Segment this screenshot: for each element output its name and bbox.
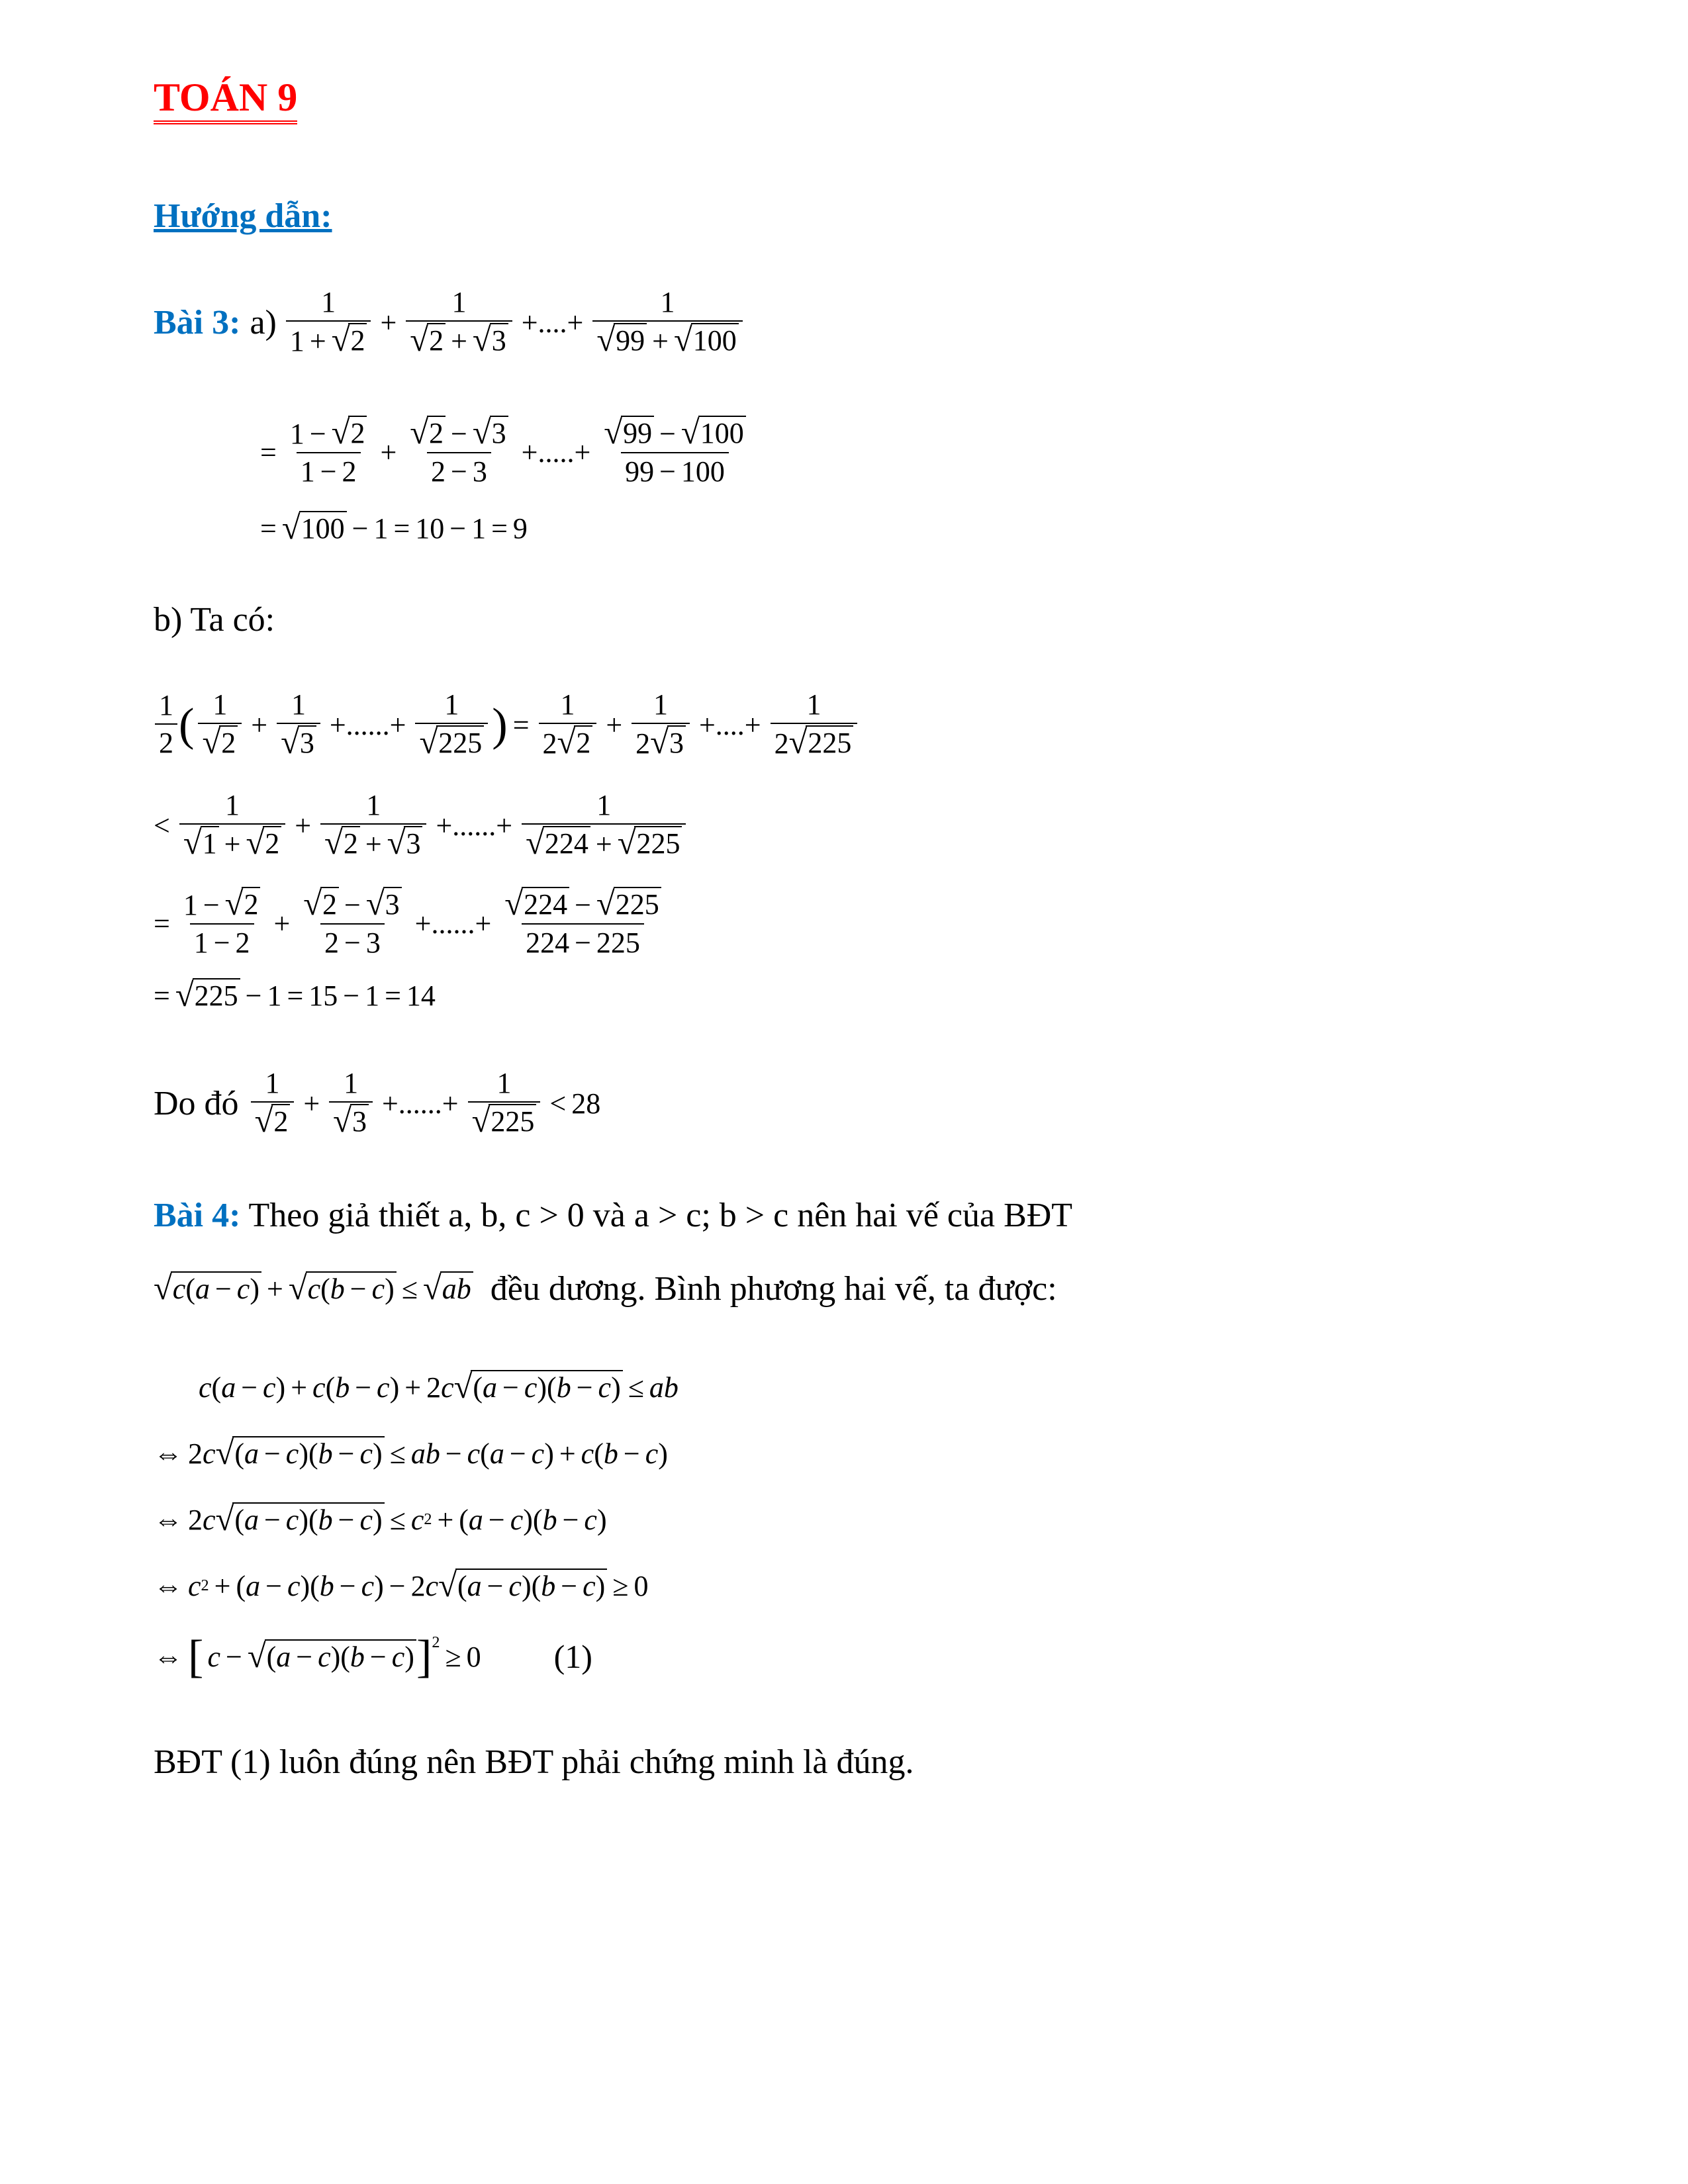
bai4-conclusion: BĐT (1) luôn đúng nên BĐT phải chứng minh là đúng. [154, 1743, 914, 1781]
fraction: 1 1 + √ 2 [286, 286, 371, 359]
bai3b-intro: b) Ta có: [154, 601, 275, 639]
bai4-label: Bài 4: [154, 1197, 241, 1234]
bai4-step2: ⇔ 2 c √ (a − c)(b − c) ≤ ab − c ( a − c ) + c ( b − c ) [154, 1434, 668, 1471]
fraction: √ 99 − √ 100 99 − 100 [600, 416, 749, 489]
fraction: 1 √ 1 + √ 2 [179, 789, 285, 862]
fraction: 1 √ 2 + √ 3 [406, 286, 512, 359]
bai4-step3: ⇔ 2 c √ (a − c)(b − c) ≤ c 2 + ( a − c )( b − c ) [154, 1500, 607, 1537]
bai4-line2: √ c(a − c) + √ c(b − c) ≤ √ ab đều dương. Bình phương hai vế, ta được: [154, 1269, 1057, 1308]
fraction: 1 √ 225 [415, 688, 488, 761]
fraction: 1 √ 225 [468, 1067, 541, 1140]
bai4-line1 [154, 1195, 1072, 1236]
bai3a-line1: Bài 3: a) 1 1 + √ 2 + 1 √ 2 + √ 3 +....+ 1 √ 99 + √ 100 [154, 286, 747, 359]
fraction: $\frac{1}{2}$ [155, 689, 177, 760]
equation-tag: (1) [553, 1638, 592, 1676]
bai3b-line2: < 1 √ 1 + √ 2 + 1 √ 2 + √ 3 +......+ 1 √ 224 + √ 225 [154, 789, 690, 862]
fraction: 1 2 √ 225 [771, 688, 858, 761]
bai3a-line3: = √ 100 − 1 = 10 − 1 = 9 [260, 509, 528, 546]
fraction: √ 224 − √ 225 224 − 225 [500, 887, 665, 960]
bai3b-line4: = √ 225 − 1 = 15 − 1 = 14 [154, 976, 436, 1013]
bai3-conclusion: Do đó 1 √ 2 + 1 √ 3 +......+ 1 √ 225 < 28 [154, 1067, 601, 1139]
fraction: 1 √ 2 [251, 1067, 295, 1140]
fraction: 1 √ 2 [198, 688, 242, 761]
guide-heading: Hướng dẫn: [154, 197, 332, 235]
fraction: 1 √ 224 + √ 225 [522, 789, 686, 862]
fraction: 1 − √ 2 1 − 2 [286, 416, 371, 489]
bai4-step4: ⇔ c 2 + ( a − c )( b − c ) − 2 c √ (a − c)(b − c) ≥ 0 [154, 1567, 649, 1604]
conclusion-prefix: Do đó [154, 1084, 239, 1122]
bai4-step1: c ( a − c ) + c ( b − c ) + 2 c √ (a − c)(b − c) ≤ ab [199, 1368, 679, 1405]
fraction: 1 √ 3 [329, 1067, 373, 1140]
fraction: √ 2 − √ 3 2 − 3 [406, 416, 512, 489]
bai4-text1: Theo giả thiết a, b, c > 0 và a > c; b > c nên hai vế của BĐT [248, 1197, 1073, 1234]
bai3a-line2: = 1 − √ 2 1 − 2 + √ 2 − √ 3 2 − 3 +.....+ √ 99 − √ 100 99 − 100 [255, 416, 754, 489]
bai3b-line1: $\frac{1}{2}$ ( 1 √ 2 + 1 √ 3 +......+ 1 √ 225 ) = 1 2 √ 2 + 1 2 √ 3 +....+ 1 2 √ 225 [154, 688, 861, 761]
page-title: TOÁN 9 [154, 74, 297, 124]
bai3-label: Bài 3: [154, 303, 241, 341]
bai4-step5: ⇔ [ c − √ (a − c)(b − c) ] $^2$ ≥ 0 (1) [154, 1631, 592, 1682]
fraction: 1 √ 99 + √ 100 [592, 286, 742, 359]
fraction: 1 − √ 2 1 − 2 [179, 887, 265, 960]
bai3a-part-label: a) [250, 303, 277, 341]
fraction: 1 2 √ 3 [632, 688, 690, 761]
bai3b-line3: = 1 − √ 2 1 − 2 + √ 2 − √ 3 2 − 3 +......+ √ 224 − √ 225 224 − 225 [154, 887, 669, 960]
fraction: 1 √ 2 + √ 3 [320, 789, 426, 862]
fraction: 1 2 √ 2 [539, 688, 597, 761]
bai4-text2: đều dương. Bình phương hai vế, ta được: [490, 1270, 1057, 1308]
fraction: √ 2 − √ 3 2 − 3 [299, 887, 405, 960]
fraction: 1 √ 3 [277, 688, 320, 761]
